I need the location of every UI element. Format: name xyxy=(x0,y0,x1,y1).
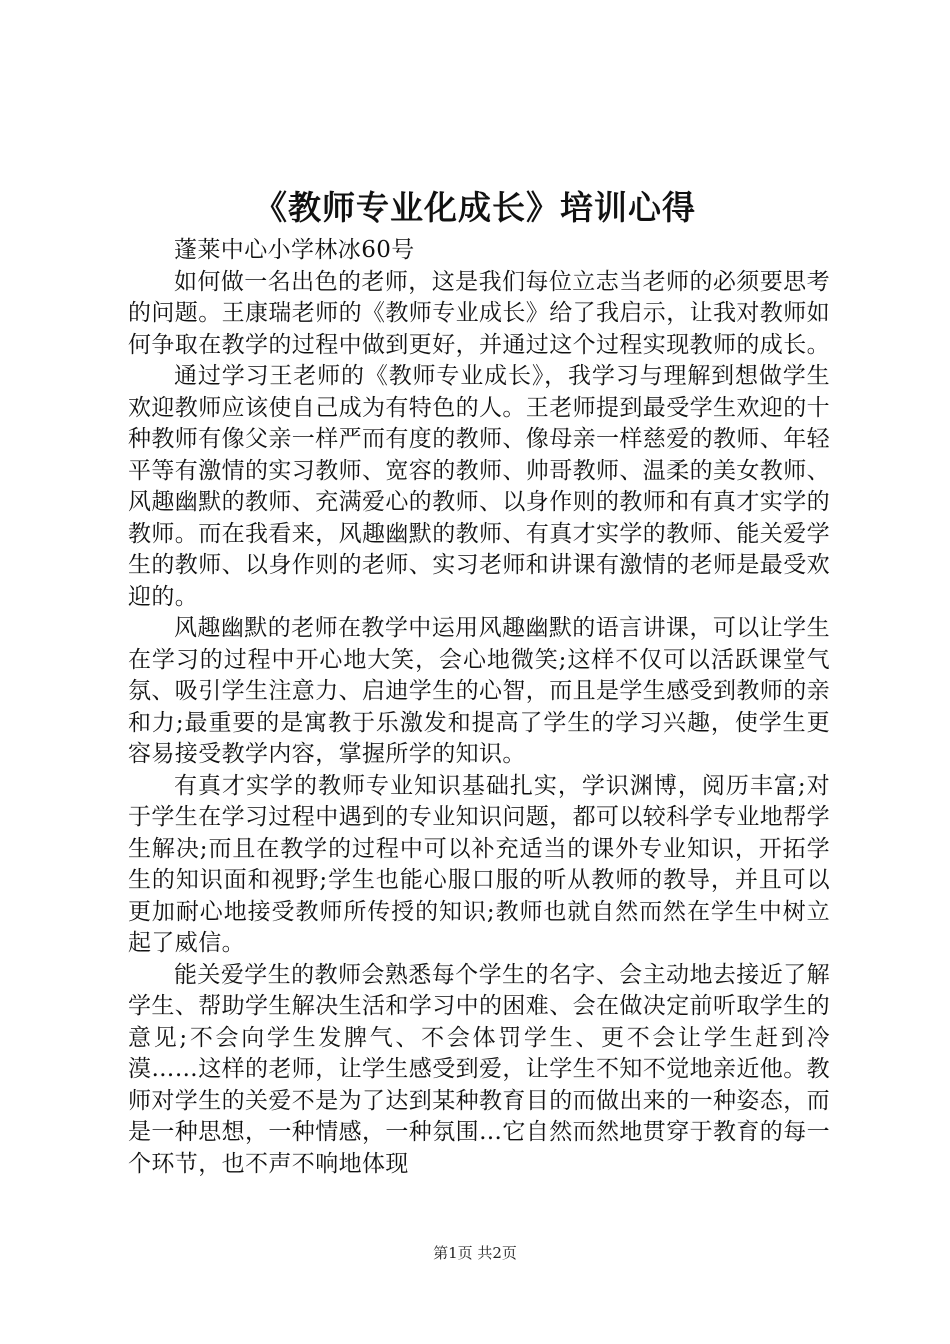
paragraph-5: 能关爱学生的教师会熟悉每个学生的名字、会主动地去接近了解学生、帮助学生解决生活和学习中的困难、会在做决定前听取学生的意见;不会向学生发脾气、不会体罚学生、更不会让学生赶到冷漠……这样的老师，让学生感受到爱，让学生不知不觉地亲近他。教师对学生的关爱不是为了达到某种教育目的而做出来的一种姿态，而是一种思想，一种情感，一种氛围…它自然而然地贯穿于教育的每一个环节，也不声不响地体现 xyxy=(128,961,830,1177)
paragraph-1: 如何做一名出色的老师，这是我们每位立志当老师的必须要思考的问题。王康瑞老师的《教师专业成长》给了我启示，让我对教师如何争取在教学的过程中做到更好，并通过这个过程实现教师的成长。 xyxy=(128,268,830,358)
paragraph-3: 风趣幽默的老师在教学中运用风趣幽默的语言讲课，可以让学生在学习的过程中开心地大笑，会心地微笑;这样不仅可以活跃课堂气氛、吸引学生注意力、启迪学生的心智，而且是学生感受到教师的亲和力;最重要的是寓教于乐激发和提高了学生的学习兴趣，使学生更容易接受教学内容，掌握所学的知识。 xyxy=(128,615,830,767)
page-number-footer: 第1页 共2页 xyxy=(433,1244,517,1262)
document-body xyxy=(128,235,830,1180)
paragraph-2: 通过学习王老师的《教师专业成长》，我学习与理解到想做学生欢迎教师应该使自己成为有特色的人。王老师提到最受学生欢迎的十种教师有像父亲一样严而有度的教师、像母亲一样慈爱的教师、年轻平等有激情的实习教师、宽容的教师、帅哥教师、温柔的美女教师、风趣幽默的教师、充满爱心的教师、以身作则的教师和有真才实学的教师。而在我看来，风趣幽默的教师、有真才实学的教师、能关爱学生的教师、以身作则的老师、实习老师和讲课有激情的老师是最受欢迎的。 xyxy=(128,363,830,610)
document-title: 《教师专业化成长》培训心得 xyxy=(254,188,696,227)
paragraph-4: 有真才实学的教师专业知识基础扎实，学识渊博，阅历丰富;对于学生在学习过程中遇到的专业知识问题，都可以较科学专业地帮学生解决;而且在教学的过程中可以补充适当的课外专业知识，开拓学生的知识面和视野;学生也能心服口服的听从教师的教导，并且可以更加耐心地接受教师所传授的知识;教师也就自然而然在学生中树立起了威信。 xyxy=(128,772,830,956)
author-line: 蓬莱中心小学林冰60号 xyxy=(174,237,415,263)
